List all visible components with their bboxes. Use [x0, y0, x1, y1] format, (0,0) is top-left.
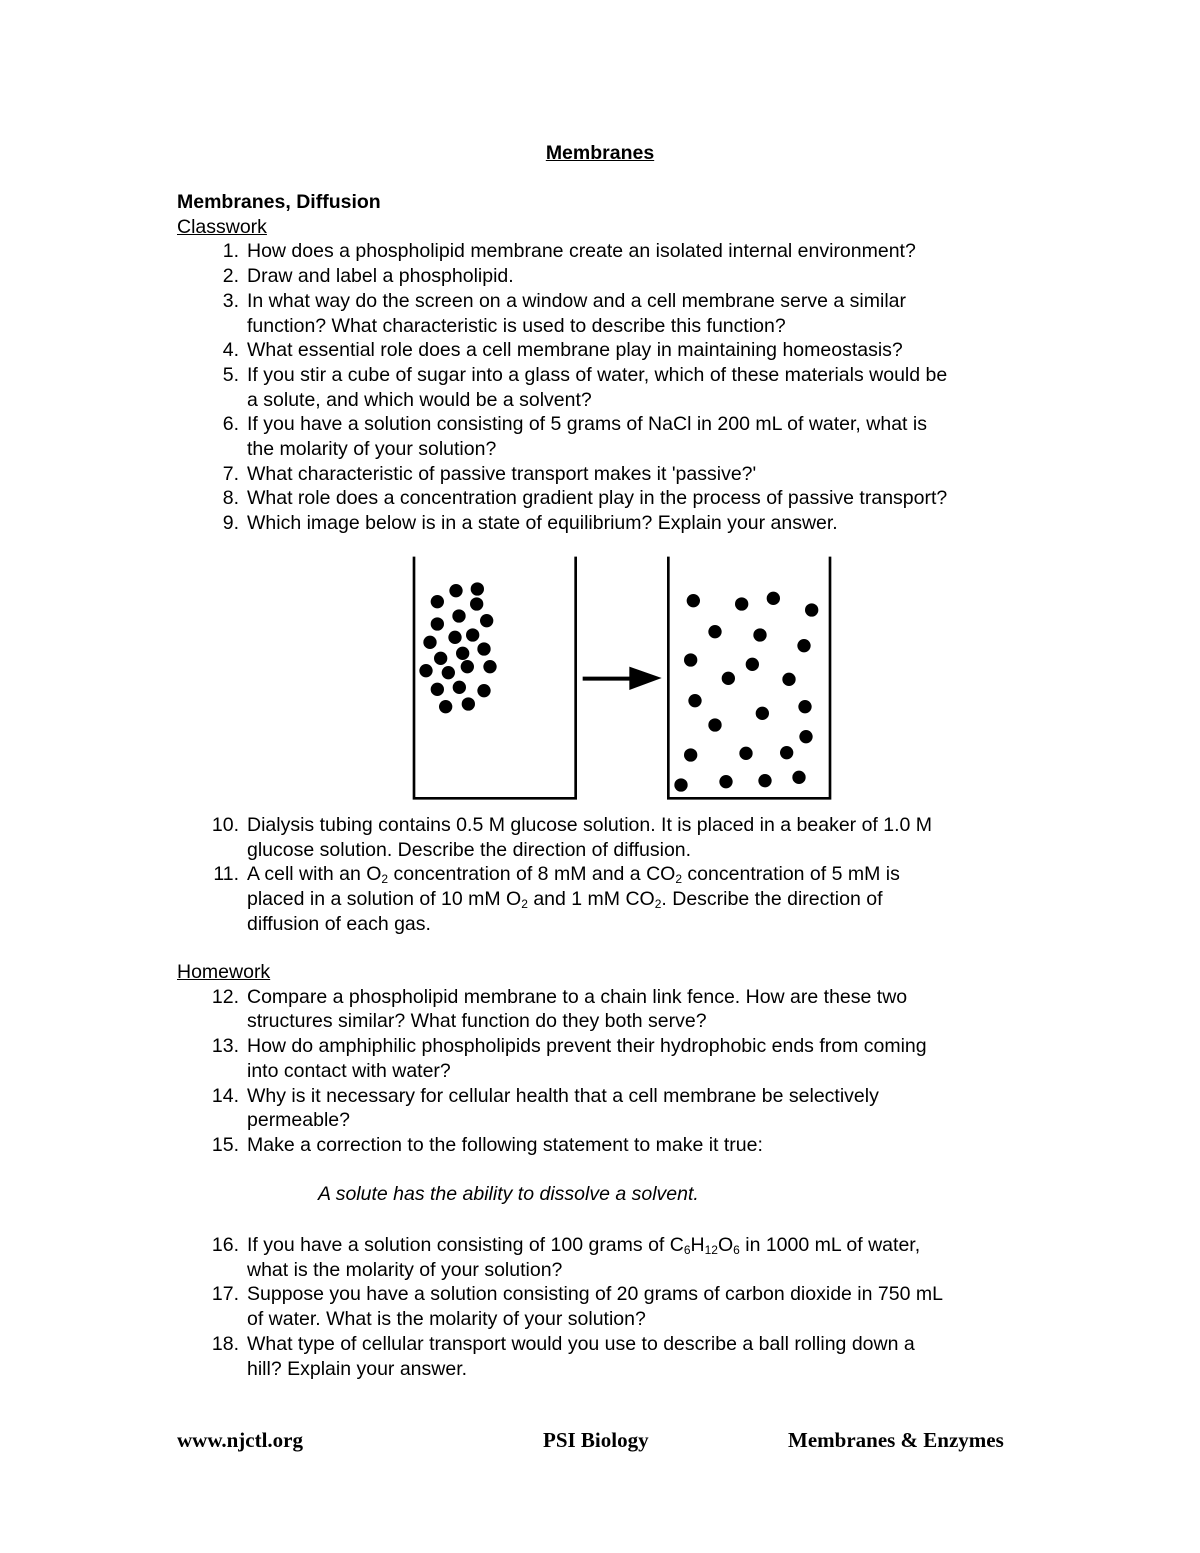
question-text-line [247, 363, 947, 388]
subscript: 2 [675, 872, 683, 887]
question-text-line [247, 412, 947, 437]
question-list [177, 813, 932, 937]
footer-unit: Membranes & Enzymes [788, 1428, 1004, 1452]
molecule-dot [431, 683, 444, 696]
molecule-dot [434, 652, 447, 665]
question-text-line [247, 813, 932, 838]
question-text-line [247, 1233, 943, 1258]
molecule-dot [708, 718, 721, 731]
question-item [177, 985, 927, 1034]
molecule-dot [684, 748, 697, 761]
question-text-line [247, 1357, 943, 1382]
question-text-line [247, 1034, 927, 1059]
molecule-dot [780, 746, 793, 759]
molecule-dot [466, 628, 479, 641]
question-number: 17. [211, 1283, 239, 1306]
question-item [177, 1133, 927, 1158]
question-text-line [247, 462, 947, 487]
text-segment: Make a correction to the following statement to make it true: [247, 1133, 763, 1156]
molecule-dot [461, 660, 474, 673]
subscript: 12 [704, 1243, 718, 1257]
question-item [177, 412, 947, 461]
text-segment: hill? Explain your answer. [247, 1357, 468, 1380]
molecule-dot [688, 694, 701, 707]
question-number: 7. [222, 462, 239, 485]
molecule-dot [477, 642, 490, 655]
molecule-dot [798, 700, 811, 713]
question-text-line [247, 1307, 943, 1332]
molecules-concentrated [419, 582, 496, 713]
text-segment: How do amphiphilic phospholipids prevent their hydrophobic ends from coming [247, 1035, 927, 1058]
text-segment: placed in a solution of 10 mM O [247, 888, 522, 911]
molecule-dot [756, 707, 769, 720]
molecule-dot [805, 603, 818, 616]
molecule-dot [419, 664, 432, 677]
molecule-dot [423, 636, 436, 649]
molecule-dot [452, 609, 465, 622]
question-text-line [247, 985, 927, 1010]
molecules-dispersed [674, 592, 818, 792]
text-segment: structures similar? What function do they both serve? [247, 1010, 707, 1033]
homework-section [177, 960, 927, 1158]
classwork-section-continued [177, 813, 932, 937]
molecule-dot [758, 774, 771, 787]
text-segment: What role does a concentration gradient play in the process of passive transport? [247, 487, 948, 510]
text-segment: Suppose you have a solution consisting of 20 grams of carbon dioxide in 750 mL [247, 1283, 943, 1306]
question-number: 5. [222, 363, 239, 386]
text-segment: If you stir a cube of sugar into a glass of water, which of these materials would be [247, 363, 948, 386]
diffusion-diagram [400, 550, 850, 810]
question-text-line [247, 1084, 927, 1109]
question-text-line [247, 838, 932, 863]
molecule-dot [799, 730, 812, 743]
beaker-before [414, 557, 576, 799]
subscript: 2 [521, 897, 528, 912]
question-item [177, 264, 947, 289]
text-segment: the molarity of your solution? [247, 438, 497, 461]
molecule-dot [449, 584, 462, 597]
question-number: 1. [222, 240, 239, 263]
text-segment: If you have a solution consisting of 5 grams of NaCl in 200 mL of water, what is [247, 413, 927, 436]
question-text-line [247, 239, 947, 264]
molecule-dot [719, 775, 732, 788]
classwork-section [177, 190, 947, 536]
molecule-dot [797, 639, 810, 652]
question-number: 15. [211, 1133, 239, 1156]
text-segment: Draw and label a phospholipid. [247, 265, 514, 288]
section-heading: Membranes, Diffusion [177, 191, 381, 213]
molecule-dot [739, 747, 752, 760]
question-text-line [247, 486, 947, 511]
text-segment: what is the molarity of your solution? [247, 1258, 563, 1281]
text-segment: and 1 mM CO [527, 888, 655, 911]
text-segment: What type of cellular transport would you use to describe a ball rolling down a [247, 1332, 915, 1355]
question-text-line [247, 388, 947, 413]
text-segment: How does a phospholipid membrane create an isolated internal environment? [247, 240, 916, 263]
molecule-dot [767, 592, 780, 605]
question-item [177, 862, 932, 936]
question-item [177, 462, 947, 487]
text-segment: permeable? [247, 1109, 350, 1132]
molecule-dot [684, 653, 697, 666]
molecule-dot [442, 666, 455, 679]
text-segment: A cell with an O [247, 863, 382, 886]
question-item [177, 1282, 943, 1331]
molecule-dot [753, 628, 766, 641]
homework-section-continued [177, 1233, 943, 1381]
subscript: 2 [654, 897, 662, 912]
text-segment: concentration of 5 mM is [682, 863, 900, 886]
molecule-dot [687, 594, 700, 607]
question-number: 13. [211, 1035, 239, 1058]
question-number: 9. [222, 512, 239, 535]
text-segment: . Describe the direction of [661, 888, 883, 911]
text-segment: In what way do the screen on a window and a cell membrane serve a similar [247, 289, 906, 312]
question-item [177, 813, 932, 862]
molecule-dot [471, 582, 484, 595]
question-number: 11. [213, 863, 239, 886]
molecule-dot [782, 673, 795, 686]
text-segment: glucose solution. Describe the direction of diffusion. [247, 838, 692, 861]
question-item [177, 1332, 943, 1381]
question-text-line [247, 314, 947, 339]
molecule-dot [674, 778, 687, 791]
question-text-line [247, 887, 932, 912]
question-text-line [247, 437, 947, 462]
question-text-line [247, 1133, 927, 1158]
page-title: Membranes [545, 142, 655, 164]
molecule-dot [431, 595, 444, 608]
molecule-dot [431, 617, 444, 630]
question-number: 18. [211, 1332, 239, 1355]
text-segment: concentration of 8 mM and a CO [388, 863, 676, 886]
question-number: 8. [222, 487, 239, 510]
text-segment: function? What characteristic is used to describe this function? [247, 314, 786, 337]
homework-label: Homework [177, 961, 271, 983]
question-item [177, 338, 947, 363]
question-list [177, 239, 947, 535]
question-text-line [247, 289, 947, 314]
question-number: 10. [211, 814, 239, 836]
molecule-dot [462, 697, 475, 710]
arrow-icon [583, 667, 662, 690]
question-text-line [247, 1332, 943, 1357]
text-segment: What characteristic of passive transport makes it 'passive?' [247, 462, 757, 485]
question-text-line [247, 862, 932, 887]
question-item [177, 363, 947, 412]
text-segment: Compare a phospholipid membrane to a chain link fence. How are these two [247, 985, 908, 1008]
question-text-line [247, 511, 947, 536]
beaker-after [668, 557, 830, 799]
subscript: 6 [733, 1243, 740, 1257]
text-segment: of water. What is the molarity of your solution? [247, 1308, 646, 1331]
text-segment: Dialysis tubing contains 0.5 M glucose solution. It is placed in a beaker of 1.0 M [247, 814, 933, 836]
question-item [177, 1084, 927, 1133]
question-text-line [247, 1282, 943, 1307]
text-segment: H [690, 1234, 705, 1256]
classwork-label: Classwork [177, 215, 267, 238]
molecule-dot [735, 597, 748, 610]
molecule-dot [483, 660, 496, 673]
question-text-line [247, 264, 947, 289]
text-segment: What essential role does a cell membrane play in maintaining homeostasis? [247, 339, 903, 362]
molecule-dot [439, 700, 452, 713]
question-item [177, 1034, 927, 1083]
molecule-dot [456, 647, 469, 660]
subscript: 6 [683, 1243, 691, 1257]
text-segment: a solute, and which would be a solvent? [247, 388, 592, 411]
question-list [177, 1233, 943, 1381]
question-item [177, 239, 947, 264]
statement-to-correct: A solute has the ability to dissolve a solvent. [318, 1183, 699, 1205]
molecule-dot [477, 684, 490, 697]
text-segment: Why is it necessary for cellular health that a cell membrane be selectively [247, 1084, 879, 1107]
question-number: 16. [211, 1234, 239, 1256]
question-number: 14. [211, 1084, 239, 1107]
molecule-dot [480, 614, 493, 627]
question-item [177, 486, 947, 511]
question-list [177, 985, 927, 1158]
question-text-line [247, 1059, 927, 1084]
footer-website: www.njctl.org [177, 1428, 303, 1452]
molecule-dot [448, 631, 461, 644]
footer-course: PSI Biology [543, 1428, 649, 1452]
question-item [177, 511, 947, 536]
question-number: 12. [211, 985, 239, 1008]
question-number: 3. [222, 289, 239, 312]
molecule-dot [470, 597, 483, 610]
molecule-dot [722, 672, 735, 685]
question-number: 2. [222, 265, 239, 288]
text-segment: If you have a solution consisting of 100 grams of C [247, 1234, 684, 1256]
question-text-line [247, 338, 947, 363]
subscript: 2 [381, 872, 389, 887]
text-segment: Which image below is in a state of equilibrium? Explain your answer. [247, 512, 838, 535]
text-segment: in 1000 mL of water, [739, 1234, 921, 1256]
molecule-dot [708, 625, 721, 638]
text-segment: diffusion of each gas. [247, 912, 431, 935]
question-text-line [247, 1009, 927, 1034]
molecule-dot [453, 681, 466, 694]
question-number: 6. [222, 413, 239, 436]
text-segment: O [717, 1234, 734, 1256]
question-item [177, 289, 947, 338]
question-number: 4. [222, 339, 239, 362]
text-segment: into contact with water? [247, 1059, 451, 1082]
molecule-dot [746, 658, 759, 671]
question-text-line [247, 912, 932, 937]
question-item [177, 1233, 943, 1282]
molecule-dot [792, 771, 805, 784]
question-text-line [247, 1108, 927, 1133]
question-text-line [247, 1258, 943, 1283]
